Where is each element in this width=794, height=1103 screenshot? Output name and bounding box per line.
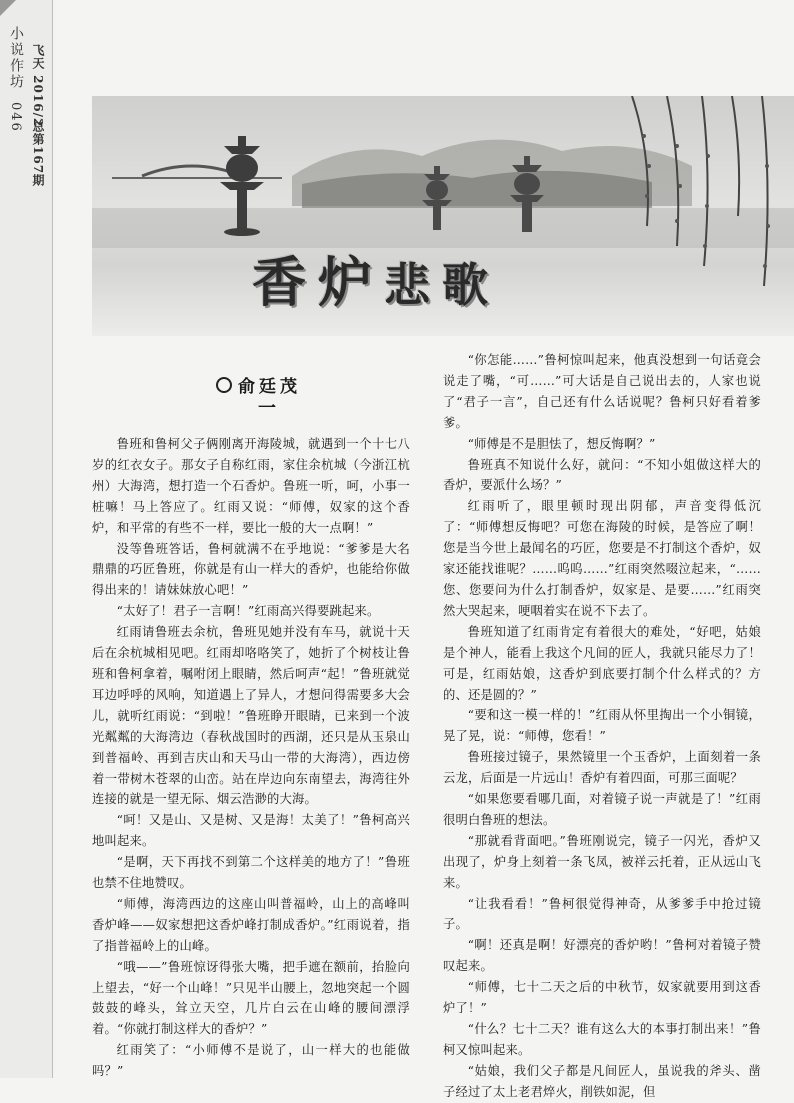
title-part-2: 悲歌 bbox=[384, 258, 500, 312]
corner-marker bbox=[0, 0, 16, 16]
paragraph: “哦——”鲁班惊讶得张大嘴，把手遮在额前，抬脸向上望去，“好一个山峰！”只见半山腰上，忽地突起一个圆鼓鼓的峰头，耸立天空，几片白云在山峰的腰间漂浮着。“你就打制这样大的香炉？” bbox=[92, 959, 410, 1037]
paragraph: 红雨听了，眼里顿时现出阴郁，声音变得低沉了：“师傅想反悔吧？可您在海陵的时候，是答应了啊！您是当今世上最闻名的巧匠，您要是不打制这个香炉，奴家还能找谁呢？……呜呜……”红雨突然啜泣起来，“……您、您要问为什么打制香炉，奴家是、是要……”红雨突然大哭起来，哽咽着实在说不下去了。 bbox=[443, 499, 761, 618]
paragraph: “你怎能……”鲁柯惊叫起来，他真没想到一句话竟会说走了嘴，“可……”可大话是自己说出去的，人家也说了“君子一言”，自己还有什么话说呢？鲁柯只好看着爹爹。 bbox=[443, 353, 761, 430]
paragraph: 红雨请鲁班去余杭，鲁班见她并没有车马，就说十天后在余杭城相见吧。红雨却咯咯笑了，她折了个树枝让鲁班和鲁柯拿着，嘱咐闭上眼睛，然后呵声“起！”鲁班就觉耳边呼呼的风响，知道遇上了异人，才想问得需要多大会儿，就听红雨说：“到啦！”鲁班睁开眼睛，已来到一个波光粼粼的大海湾边（春秋战国时的西湖，还只是从玉泉山到普福岭、再到吉庆山和天马山一带的大海湾），西边傍着一带树木苍翠的山峦。站在岸边向东南望去，海湾往外连接的就是一望无际、烟云浩渺的大海。 bbox=[92, 625, 410, 807]
paragraph: 没等鲁班答话，鲁柯就满不在乎地说：“爹爹是大名鼎鼎的巧匠鲁班，你就是有山一样大的香炉，也能给你做得出来的！请妹妹放心吧！” bbox=[92, 541, 410, 598]
paragraph: 红雨笑了：“小师傅不是说了，山一样大的也能做吗？” bbox=[92, 1043, 410, 1079]
title-part-1: 香炉 bbox=[252, 251, 384, 314]
paragraph: “要和这一模一样的！”红雨从怀里掏出一个小铜镜，晃了晃，说：“师傅，您看！” bbox=[443, 708, 761, 744]
article-title bbox=[252, 240, 500, 314]
magazine-issue: 飞天 2016/2 bbox=[31, 44, 45, 128]
chapter-number: 一 bbox=[258, 398, 276, 419]
text-column-left bbox=[92, 434, 410, 1082]
paragraph: “太好了！君子一言啊！”红雨高兴得要跳起来。 bbox=[116, 604, 380, 619]
paragraph: “什么？七十二天？谁有这么大的本事打制出来！”鲁柯又惊叫起来。 bbox=[443, 1022, 761, 1057]
paragraph: “呵！又是山、又是树、又是海！太美了！”鲁柯高兴地叫起来。 bbox=[92, 813, 410, 849]
paragraph: “师傅，七十二天之后的中秋节，奴家就要用到这香炉了！” bbox=[443, 980, 761, 1016]
paragraph: 鲁班接过镜子，果然镜里一个玉香炉，上面刻着一条云龙，后面是一片远山！香炉有着四面，可那三面呢？ bbox=[443, 750, 761, 786]
paragraph: “姑娘，我们父子都是凡间匠人，虽说我的斧头、凿子经过了太上老君焠火，削铁如泥，但 bbox=[443, 1063, 761, 1099]
paragraph: “啊！还真是啊！好漂亮的香炉哟！”鲁柯对着镜子赞叹起来。 bbox=[443, 938, 761, 974]
paragraph: 鲁班和鲁柯父子俩刚离开海陵城，就遇到一个十七八岁的红衣女子。那女子自称红雨，家住余杭城（今浙江杭州）大海湾，想打造一个石香炉。鲁班一听，呵，小事一桩嘛！马上答应了。红雨又说：“师傅，奴家的这个香炉，和平常的有些不一样，要比一般的大一点啊！” bbox=[92, 437, 410, 535]
circle-icon bbox=[216, 377, 232, 393]
total-issue: 总第167期 bbox=[31, 120, 45, 188]
paragraph: “是啊，天下再找不到第二个这样美的地方了！”鲁班也禁不住地赞叹。 bbox=[92, 855, 410, 891]
paragraph: “让我看看！”鲁柯很觉得神奇，从爹爹手中抢过镜子。 bbox=[443, 896, 761, 932]
paragraph: “师傅是不是胆怯了，想反悔啊？” bbox=[467, 436, 656, 451]
paragraph: 鲁班真不知说什么好，就问：“不知小姐做这样大的香炉，要派什么场？” bbox=[443, 457, 761, 493]
paragraph: “如果您要看哪几面，对着镜子说一声就是了！”红雨很明白鲁班的想法。 bbox=[443, 792, 761, 827]
page-number: 046 bbox=[8, 102, 23, 133]
section-label: 小说作坊 bbox=[8, 26, 24, 90]
paragraph: “师傅，海湾西边的这座山叫普福岭，山上的高峰叫香炉峰——奴家想把这香炉峰打制成香炉。”红雨说着，指了指普福岭上的山峰。 bbox=[92, 896, 410, 953]
paragraph: “那就看背面吧。”鲁班刚说完，镜子一闪光，香炉又出现了，炉身上刻着一条飞凤，被祥云托着，正从远山飞来。 bbox=[443, 833, 761, 890]
text-column-right bbox=[443, 350, 761, 1103]
paragraph: 鲁班知道了红雨肯定有着很大的难处，“好吧，姑娘是个神人，能看上我这个凡间的匠人，我就只能尽力了！可是，红雨姑娘，这香炉到底要打制个什么样式的？方的、还是圆的？” bbox=[443, 624, 761, 702]
margin-column bbox=[0, 0, 53, 1078]
author-name: 俞廷茂 bbox=[238, 377, 301, 397]
